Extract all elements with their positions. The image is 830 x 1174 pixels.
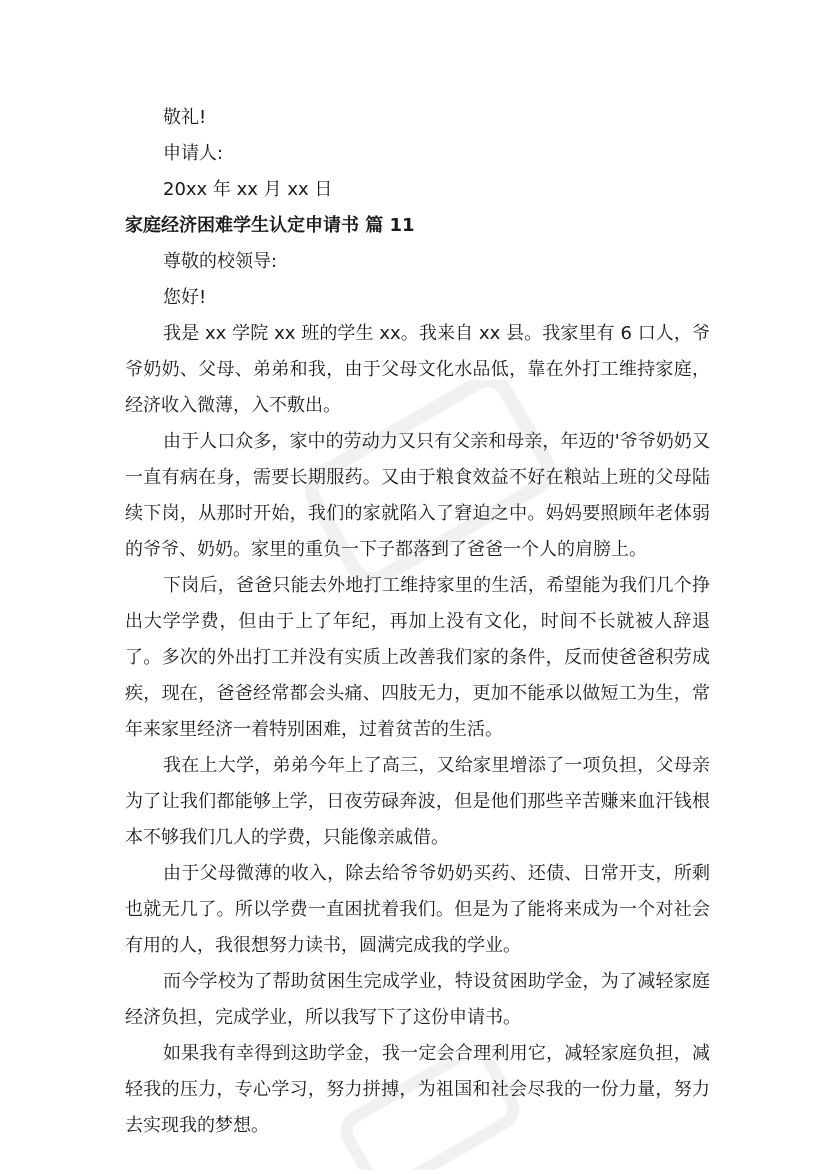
paragraph-6: 而今学校为了帮助贫困生完成学业，特设贫困助学金，为了减轻家庭经济负担，完成学业，所以我写下了这份申请书。 [125, 971, 710, 1028]
paragraph-7: 如果我有幸得到这助学金，我一定会合理利用它，减轻家庭负担，减轻我的压力，专心学习，努力拼搏，为祖国和社会尽我的一份力量，努力去实现我的梦想。 [125, 1043, 710, 1136]
paragraph-3: 下岗后，爸爸只能去外地打工维持家里的生活，希望能为我们几个挣出大学学费，但由于上了年纪，再加上没有文化，时间不长就被人辞退了。多次的外出打工并没有实质上改善我们家的条件，反而使爸爸积劳成疾，现在，爸爸经常都会头痛、四肢无力，更加不能承以做短工为生，常年来家里经济一着特别困难，过着贫苦的生活。 [125, 575, 710, 740]
closing-applicant: 申请人: [163, 143, 224, 164]
paragraph-5: 由于父母微薄的收入，除去给爷爷奶奶买药、还债、日常开支，所剩也就无几了。所以学费一直困扰着我们。但是为了能将来成为一个对社会有用的人，我很想努力读书，圆满完成我的学业。 [125, 863, 710, 956]
closing-date: 20xx 年 xx 月 xx 日 [163, 179, 333, 200]
paragraph-2: 由于人口众多，家中的劳动力又只有父亲和母亲，年迈的'爷爷奶奶又一直有病在身，需要长期服药。又由于粮食效益不好在粮站上班的父母陆续下岗，从那时开始，我们的家就陷入了窘迫之中。妈妈要照顾年老体弱的爷爷、奶奶。家里的重负一下子都落到了爸爸一个人的肩膀上。 [125, 431, 710, 560]
greeting: 您好! [163, 287, 207, 308]
paragraph-4: 我在上大学，弟弟今年上了高三，又给家里增添了一项负担，父母亲为了让我们都能够上学，日夜劳碌奔波，但是他们那些辛苦赚来血汗钱根本不够我们几人的学费，只能像亲戚借。 [125, 755, 710, 848]
section-title: 家庭经济困难学生认定申请书 篇 11 [125, 215, 415, 236]
greeting-to: 尊敬的校领导: [163, 251, 278, 272]
closing-salute: 敬礼! [163, 107, 207, 128]
document-page [125, 100, 710, 1144]
paragraph-1: 我是 xx 学院 xx 班的学生 xx。我来自 xx 县。我家里有 6 口人，爷爷奶奶、父母、弟弟和我，由于父母文化水品低，靠在外打工维持家庭，经济收入微薄，入不敷出。 [125, 323, 710, 416]
